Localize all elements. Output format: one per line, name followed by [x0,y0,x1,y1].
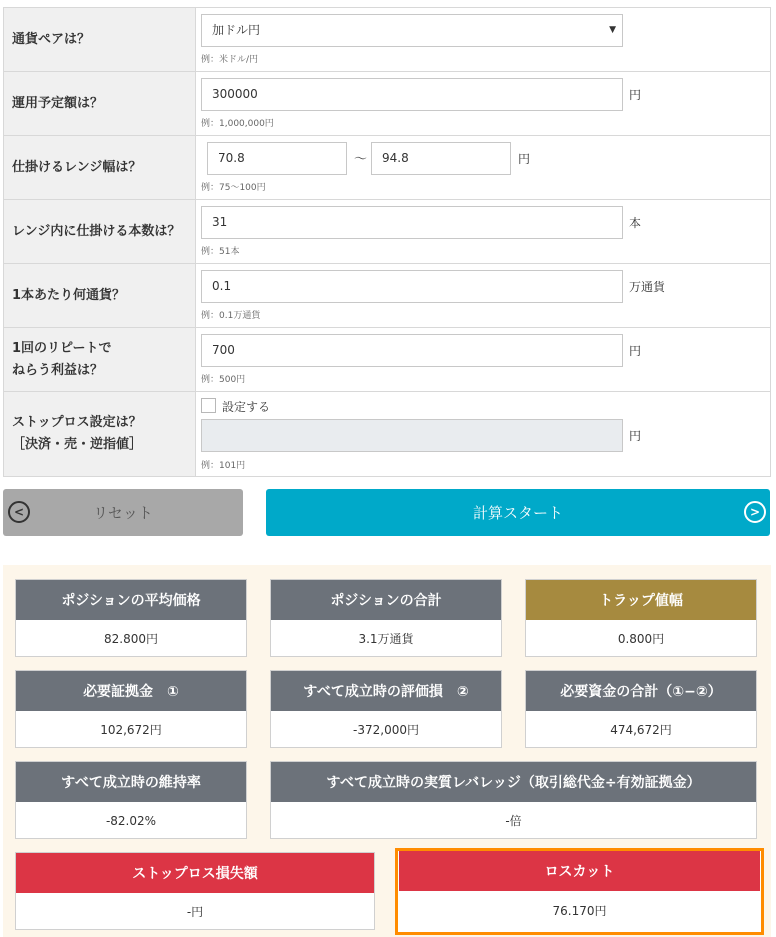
range-hint: 例：75〜100円 [201,183,266,193]
result-title: ストップロス損失額 [16,853,374,893]
result-title: すべて成立時の実質レバレッジ（取引総代金÷有効証拠金） [271,762,756,802]
result-title: 必要資金の合計（①−②） [526,671,756,711]
profit-label [4,328,196,391]
count-unit: 本 [629,216,642,230]
result-title: トラップ値幅 [526,580,756,620]
count-label: レンジ内に仕掛ける本数は？ [4,200,196,263]
result-title: すべて成立時の維持率 [16,762,246,802]
per-position-input[interactable]: 0.1 [201,270,623,303]
result-maintenance-rate [15,761,247,839]
currency-pair-label: 通貨ペアは？ [4,8,196,71]
result-trap-width [525,579,757,657]
range-separator: 〜 [354,152,368,167]
stoploss-label-line2: ［決済・売・逆指値］ [12,437,143,452]
row-per-position [3,264,771,328]
stoploss-checkbox-label: 設定する [222,400,271,414]
range-label: 仕掛けるレンジ幅は？ [4,136,196,199]
result-value: -82.02% [105,813,157,828]
result-average-price [15,579,247,657]
chevron-left-circle-icon: < [8,501,30,523]
result-value: 474,672円 [610,723,672,737]
amount-label: 運用予定額は？ [4,72,196,135]
amount-unit: 円 [629,88,642,102]
result-title: すべて成立時の評価損 ② [271,671,501,711]
result-position-total [270,579,502,657]
per-position-label: 1本あたり何通貨？ [4,264,196,327]
result-value: 3.1万通貨 [358,632,414,646]
currency-pair-select[interactable] [201,14,623,47]
profit-input[interactable]: 700 [201,334,623,367]
row-stoploss [3,392,771,477]
chevron-right-circle-icon: > [744,501,766,523]
result-value: 76.170円 [552,903,607,918]
per-position-unit: 万通貨 [629,280,666,294]
stoploss-unit: 円 [629,429,642,443]
stoploss-input[interactable] [201,419,623,452]
result-valuation-loss [270,670,502,748]
range-to-input[interactable]: 94.8 [371,142,511,175]
row-currency-pair [3,8,771,72]
reset-button-label: リセット [93,504,153,522]
results-panel [3,565,771,937]
result-value: 102,672円 [100,723,162,737]
result-effective-leverage [270,761,757,839]
range-unit: 円 [518,152,531,166]
result-title: ポジションの平均価格 [16,580,246,620]
result-loss-cut [395,848,764,935]
currency-pair-value: 加ドル円 [212,23,261,37]
result-value: -372,000円 [353,723,419,737]
start-calculation-button[interactable] [266,489,770,536]
result-title: 必要証拠金 ① [16,671,246,711]
row-count [3,200,771,264]
row-amount [3,72,771,136]
profit-label-line2: ねらう利益は？ [12,362,104,378]
stoploss-label [4,392,196,476]
result-required-margin [15,670,247,748]
amount-input[interactable]: 300000 [201,78,623,111]
per-position-hint: 例：0.1万通貨 [201,311,261,321]
profit-unit: 円 [629,344,642,358]
range-from-input[interactable]: 70.8 [207,142,347,175]
simulation-form [3,7,771,477]
row-range [3,136,771,200]
start-button-label: 計算スタート [472,504,563,522]
reset-button[interactable] [3,489,243,536]
result-value: 82.800円 [104,632,158,646]
result-required-funds [525,670,757,748]
profit-label-line1: 1回のリピートで [12,340,112,356]
currency-pair-hint: 例：米ドル/円 [201,55,259,65]
result-value: -倍 [505,814,522,828]
result-stoploss-amount [15,852,375,930]
result-title: ポジションの合計 [271,580,501,620]
count-hint: 例：51本 [201,247,240,257]
stoploss-hint: 例：101円 [201,461,246,471]
count-input[interactable]: 31 [201,206,623,239]
caret-down-icon: ▼ [609,25,616,35]
row-profit [3,328,771,392]
stoploss-checkbox[interactable] [201,398,216,413]
amount-hint: 例：1,000,000円 [201,119,274,129]
result-value: 0.800円 [617,632,665,646]
result-title: ロスカット [399,851,760,891]
profit-hint: 例：500円 [201,375,246,385]
stoploss-label-line1: ストップロス設定は？ [12,415,142,430]
result-value: -円 [186,905,204,919]
